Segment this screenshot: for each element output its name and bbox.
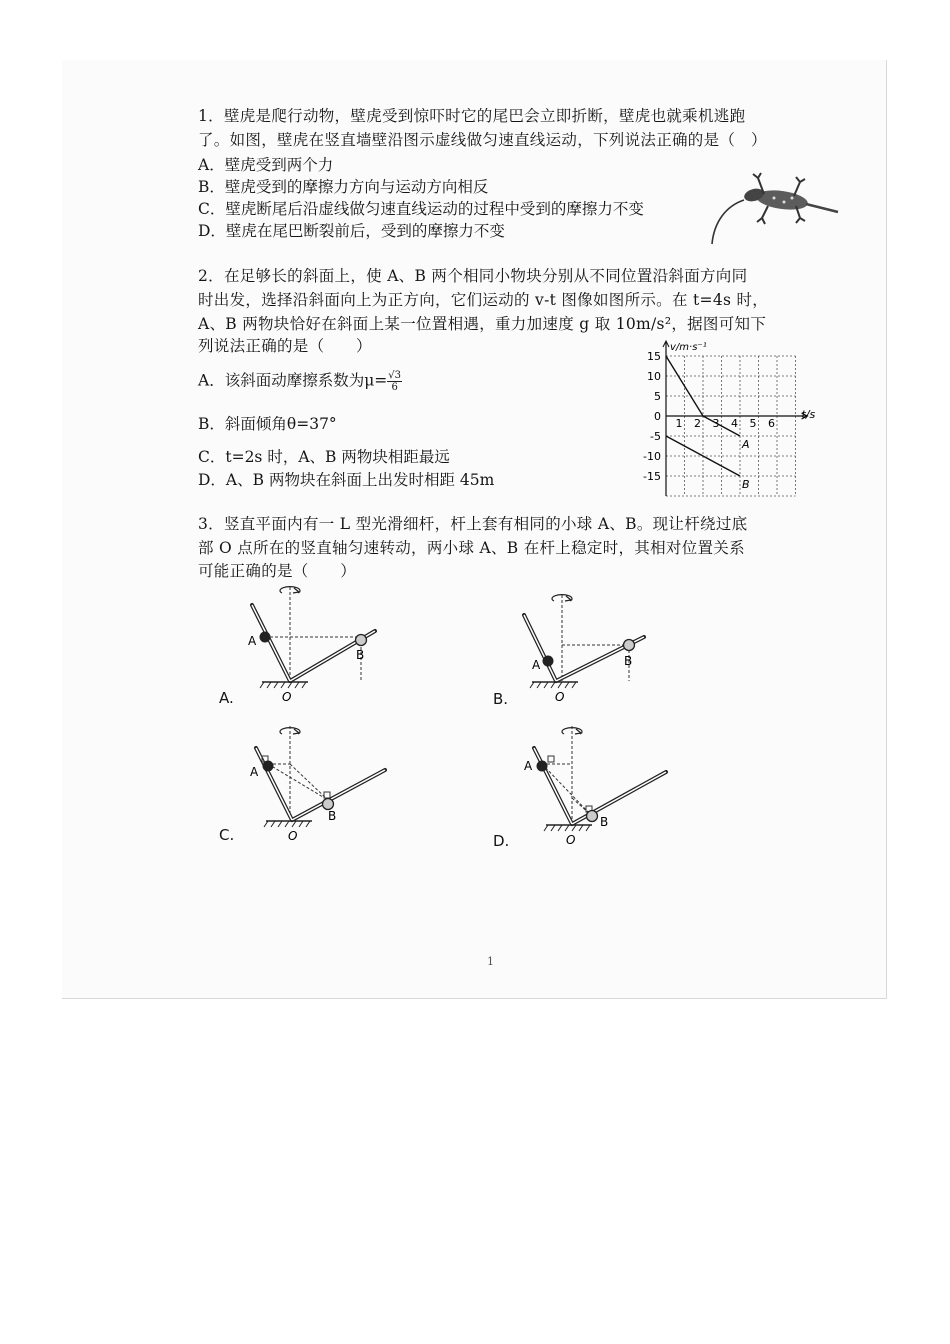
series-label-a: A (742, 438, 750, 451)
q2-option-c: C．t=2s 时，A、B 两物块相距最远 (198, 448, 450, 466)
gecko-illustration (704, 160, 844, 245)
q3-line3: 可能正确的是（ ） (198, 562, 357, 580)
y-tick-label: -10 (643, 450, 661, 463)
figure-d-option: D. (493, 832, 510, 850)
x-tick-label: 3 (712, 417, 720, 430)
y-tick-label: 5 (654, 390, 661, 403)
label-o: O (282, 690, 292, 704)
series-label-b: B (742, 478, 750, 491)
q2-line1: 2．在足够长的斜面上，使 A、B 两个相同小物块分别从不同位置沿斜面方向同 (198, 267, 748, 285)
label-b: B (624, 654, 633, 668)
label-a: A (532, 658, 541, 672)
label-o: O (288, 829, 298, 843)
ball-b-icon (624, 640, 635, 651)
ball-a-icon (537, 761, 548, 772)
fraction-numerator: √3 (388, 370, 401, 381)
q2-line3: A、B 两物块恰好在斜面上某一位置相遇，重力加速度 g 取 10m/s²，据图可知下 (198, 315, 767, 333)
label-b: B (600, 815, 609, 829)
label-a: A (250, 765, 259, 779)
label-o: O (566, 833, 576, 847)
x-axis-label: t/s (801, 408, 816, 421)
x-tick-label: 1 (675, 417, 683, 430)
page-number: 1 (487, 955, 494, 968)
ball-b-icon (323, 799, 334, 810)
y-tick-label: 10 (647, 370, 661, 383)
ball-a-icon (543, 656, 554, 667)
q1-option-b: B．壁虎受到的摩擦力方向与运动方向相反 (198, 178, 489, 196)
q1-line1: 1．壁虎是爬行动物，壁虎受到惊吓时它的尾巴会立即折断，壁虎也就乘机逃跑 (198, 107, 746, 125)
fraction-denominator: 6 (391, 382, 398, 393)
y-tick-label: 0 (654, 410, 661, 423)
y-axis-label: v/m·s⁻¹ (670, 342, 707, 353)
figure-d (514, 720, 684, 850)
label-o: O (555, 690, 565, 704)
ball-b-icon (587, 811, 598, 822)
x-tick-label: 4 (731, 417, 738, 430)
ball-a-icon (260, 632, 271, 643)
ball-a-icon (263, 761, 274, 772)
q1-option-c: C．壁虎断尾后沿虚线做匀速直线运动的过程中受到的摩擦力不变 (198, 200, 644, 218)
q3-line2: 部 O 点所在的竖直轴匀速转动，两小球 A、B 在杆上稳定时，其相对位置关系 (198, 539, 745, 557)
q2-option-b: B．斜面倾角θ=37° (198, 415, 337, 433)
label-b: B (356, 648, 365, 662)
q2-line2: 时出发，选择沿斜面向上为正方向，它们运动的 v-t 图像如图所示。在 t=4s 时， (198, 291, 769, 309)
label-a: A (248, 634, 257, 648)
q1-line2: 了。如图，壁虎在竖直墙壁沿图示虚线做匀速直线运动，下列说法正确的是（ ） (198, 131, 767, 149)
q2-option-a (198, 370, 402, 393)
figure-c-option: C. (219, 826, 235, 844)
x-tick-label: 6 (768, 417, 775, 430)
y-tick-label: -15 (643, 470, 661, 483)
ball-b-icon (356, 635, 367, 646)
chart-axes (663, 341, 816, 496)
q3-line1: 3．竖直平面内有一 L 型光滑细杆，杆上套有相同的小球 A、B。现让杆绕过底 (198, 515, 748, 533)
label-b: B (328, 809, 337, 823)
q2-line4: 列说法正确的是（ ） (198, 337, 372, 355)
y-tick-label: -5 (650, 430, 661, 443)
q2-option-a-text: A．该斜面动摩擦系数为μ= (198, 371, 388, 390)
q2-option-a-fraction (387, 370, 402, 393)
figure-b-option: B. (493, 690, 509, 708)
figure-a (240, 585, 400, 705)
q2-option-d: D．A、B 两物块在斜面上出发时相距 45m (198, 471, 495, 489)
x-tick-label: 2 (694, 417, 701, 430)
y-tick-label: 15 (647, 350, 661, 363)
q1-option-a: A．壁虎受到两个力 (198, 156, 334, 174)
vt-chart (620, 336, 816, 506)
figure-c (240, 720, 410, 850)
q1-option-d: D．壁虎在尾巴断裂前后，受到的摩擦力不变 (198, 222, 505, 240)
x-tick-label: 5 (749, 417, 757, 430)
figure-b (512, 585, 672, 705)
figure-a-option: A. (219, 689, 234, 707)
label-a: A (524, 759, 533, 773)
